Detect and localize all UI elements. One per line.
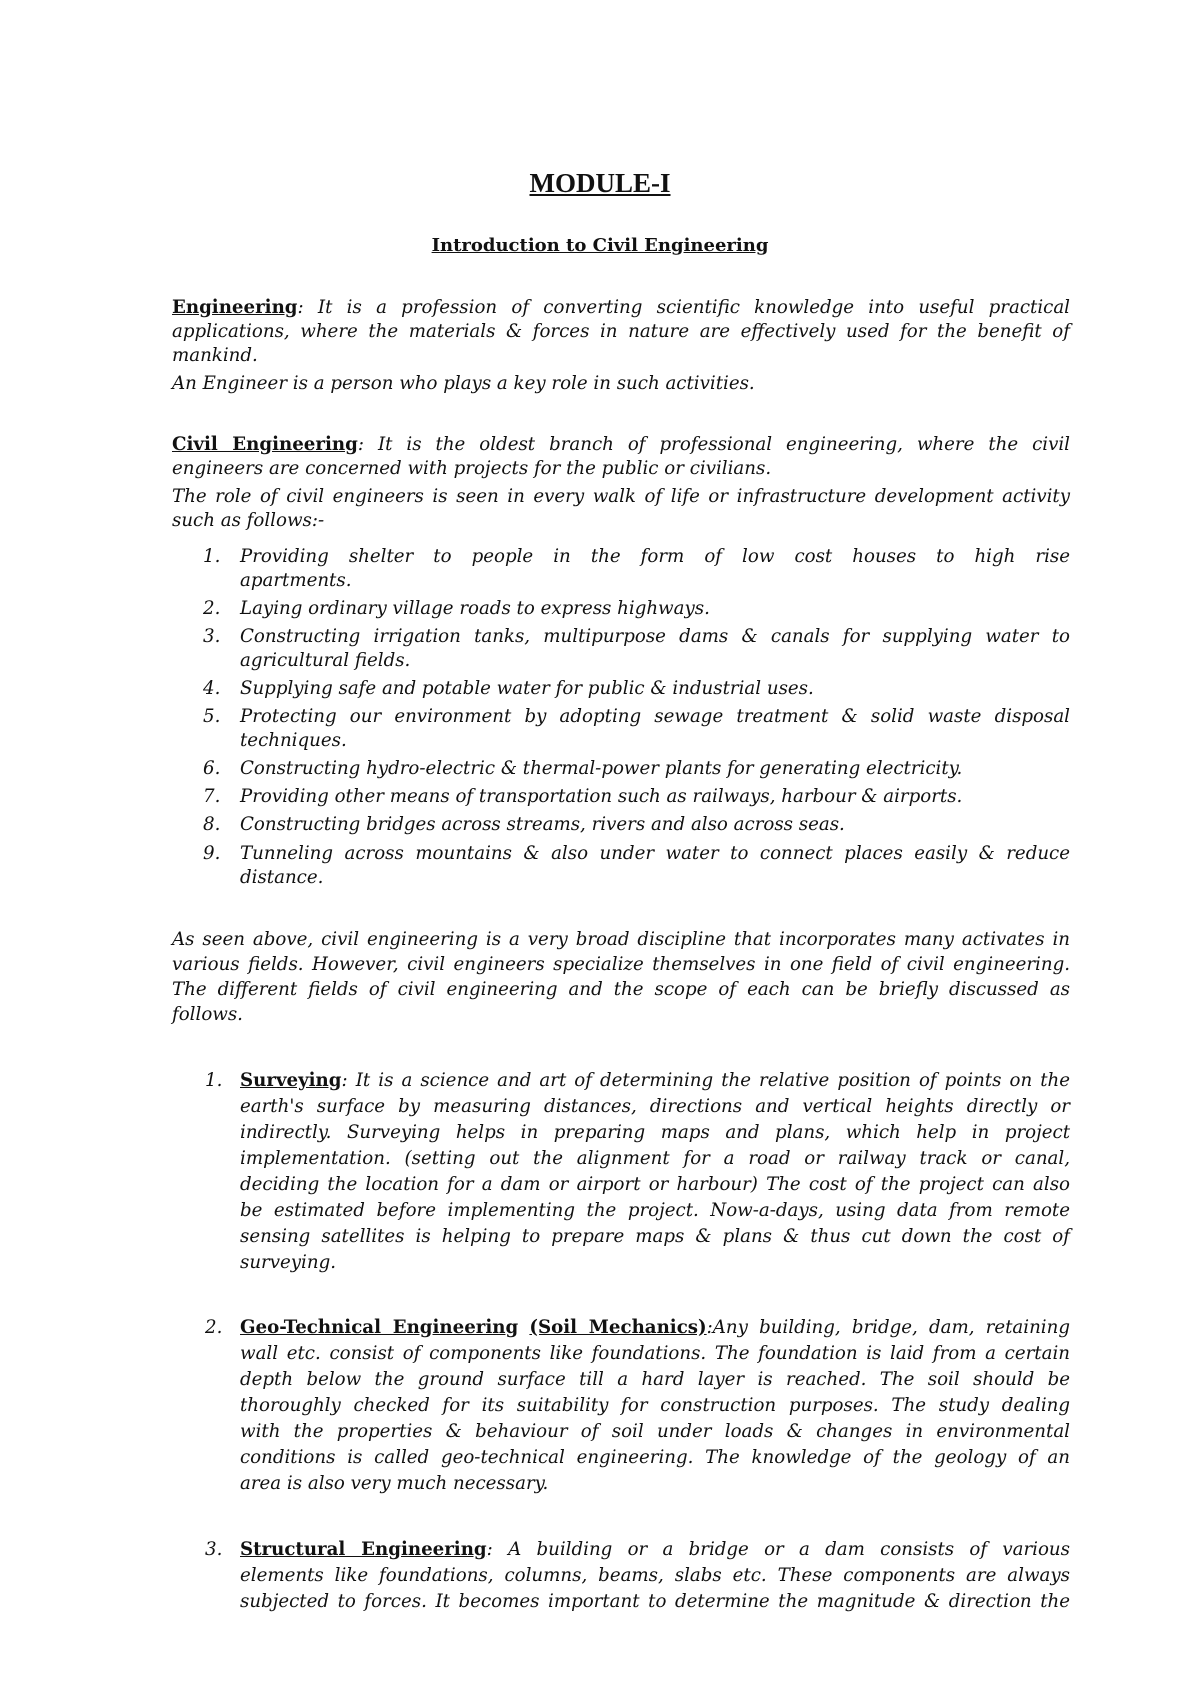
field-surveying-line: implementation. (setting out the alignment for a road or railway track or canal, <box>240 1148 1070 1169</box>
field-surveying-line: indirectly. Surveying helps in preparing maps and plans, which help in project <box>240 1122 1070 1143</box>
list-item: Protecting our environment by adopting sewage treatment & solid waste disposal <box>240 706 1070 727</box>
list-item: Providing shelter to people in the form of low cost houses to high rise <box>240 546 1070 567</box>
list-item-number: 8. <box>203 814 221 835</box>
field-surveying-line: deciding the location for a dam or airport or harbour) The cost of the project can also <box>240 1174 1070 1195</box>
field-surveying-line: earth's surface by measuring distances, directions and vertical heights directly or <box>240 1096 1070 1117</box>
field-structural-line: subjected to forces. It becomes important to determine the magnitude & direction the <box>240 1591 1070 1612</box>
field-geotechnical-line: Geo-Technical Engineering (Soil Mechanics):Any building, bridge, dam, retaining <box>240 1317 1070 1338</box>
list-item: agricultural fields. <box>240 650 411 671</box>
list-item: Supplying safe and potable water for public & industrial uses. <box>240 678 814 699</box>
list-item-number: 2. <box>203 598 221 619</box>
list-item-number: 7. <box>203 786 221 807</box>
field-number: 1. <box>205 1070 223 1091</box>
list-item-number: 3. <box>203 626 221 647</box>
list-item: Tunneling across mountains & also under water to connect places easily & reduce <box>240 843 1070 864</box>
geotechnical-term: Geo-Technical Engineering <box>240 1317 519 1338</box>
field-geotechnical-line: depth below the ground surface till a hard layer is reached. The soil should be <box>240 1369 1070 1390</box>
list-item-number: 1. <box>203 546 221 567</box>
civil-definition-line: engineers are concerned with projects for the public or civilians. <box>172 458 772 479</box>
field-geotechnical-line: with the properties & behaviour of soil under loads & changes in environmental <box>240 1421 1070 1442</box>
paragraph-line: various fields. However, civil engineers specialize themselves in one field of civil engineering. <box>172 954 1070 975</box>
soil-mechanics-term: (Soil Mechanics) <box>529 1317 707 1338</box>
paragraph-line: As seen above, civil engineering is a very broad discipline that incorporates many activates in <box>172 929 1070 950</box>
civil-role-line: The role of civil engineers is seen in every walk of life or infrastructure development activity <box>172 486 1070 507</box>
field-surveying-line: surveying. <box>240 1252 337 1273</box>
field-geotechnical-line: conditions is called geo-technical engineering. The knowledge of the geology of an <box>240 1447 1070 1468</box>
field-number: 2. <box>205 1317 223 1338</box>
list-item: Constructing irrigation tanks, multipurpose dams & canals for supplying water to <box>240 626 1070 647</box>
engineering-definition-line: mankind. <box>172 345 258 366</box>
field-number: 3. <box>205 1539 223 1560</box>
field-surveying-line: sensing satellites is helping to prepare maps & plans & thus cut down the cost of <box>240 1226 1070 1247</box>
civil-role-line: such as follows:- <box>172 510 325 531</box>
paragraph-line: The different fields of civil engineering and the scope of each can be briefly discussed as <box>172 979 1070 1000</box>
engineering-definition-line: Engineering: It is a profession of converting scientific knowledge into useful practical <box>172 297 1070 318</box>
surveying-term: Surveying <box>240 1070 342 1091</box>
field-geotechnical-line: wall etc. consist of components like foundations. The foundation is laid from a certain <box>240 1343 1070 1364</box>
field-surveying-line: be estimated before implementing the project. Now-a-days, using data from remote <box>240 1200 1070 1221</box>
civil-definition-line: Civil Engineering: It is the oldest branch of professional engineering, where the civil <box>172 434 1070 455</box>
civil-engineering-term: Civil Engineering <box>172 434 358 455</box>
list-item: Laying ordinary village roads to express highways. <box>240 598 710 619</box>
list-item-number: 9. <box>203 843 221 864</box>
engineering-definition-line: applications, where the materials & forces in nature are effectively used for the benefit of <box>172 321 1070 342</box>
field-structural-line: Structural Engineering: A building or a bridge or a dam consists of various <box>240 1539 1070 1560</box>
list-item-number: 6. <box>203 758 221 779</box>
list-item-number: 5. <box>203 706 221 727</box>
list-item: distance. <box>240 867 324 888</box>
list-item: Constructing hydro-electric & thermal-power plants for generating electricity. <box>240 758 963 779</box>
list-item: apartments. <box>240 570 352 591</box>
field-geotechnical-line: thoroughly checked for its suitability for construction purposes. The study dealing <box>240 1395 1070 1416</box>
field-geotechnical-line: area is also very much necessary. <box>240 1473 549 1494</box>
engineering-term: Engineering <box>172 297 298 318</box>
list-item: Providing other means of transportation such as railways, harbour & airports. <box>240 786 963 807</box>
field-structural-line: elements like foundations, columns, beams, slabs etc. These components are always <box>240 1565 1070 1586</box>
structural-engineering-term: Structural Engineering <box>240 1539 487 1560</box>
page-title: MODULE-I <box>529 168 671 198</box>
engineer-role-line: An Engineer is a person who plays a key role in such activities. <box>172 373 755 394</box>
paragraph-line: follows. <box>172 1004 243 1025</box>
list-item: techniques. <box>240 730 347 751</box>
field-surveying-line: Surveying: It is a science and art of determining the relative position of points on the <box>240 1070 1070 1091</box>
list-item-number: 4. <box>203 678 221 699</box>
list-item: Constructing bridges across streams, rivers and also across seas. <box>240 814 845 835</box>
section-subtitle: Introduction to Civil Engineering <box>431 235 769 256</box>
